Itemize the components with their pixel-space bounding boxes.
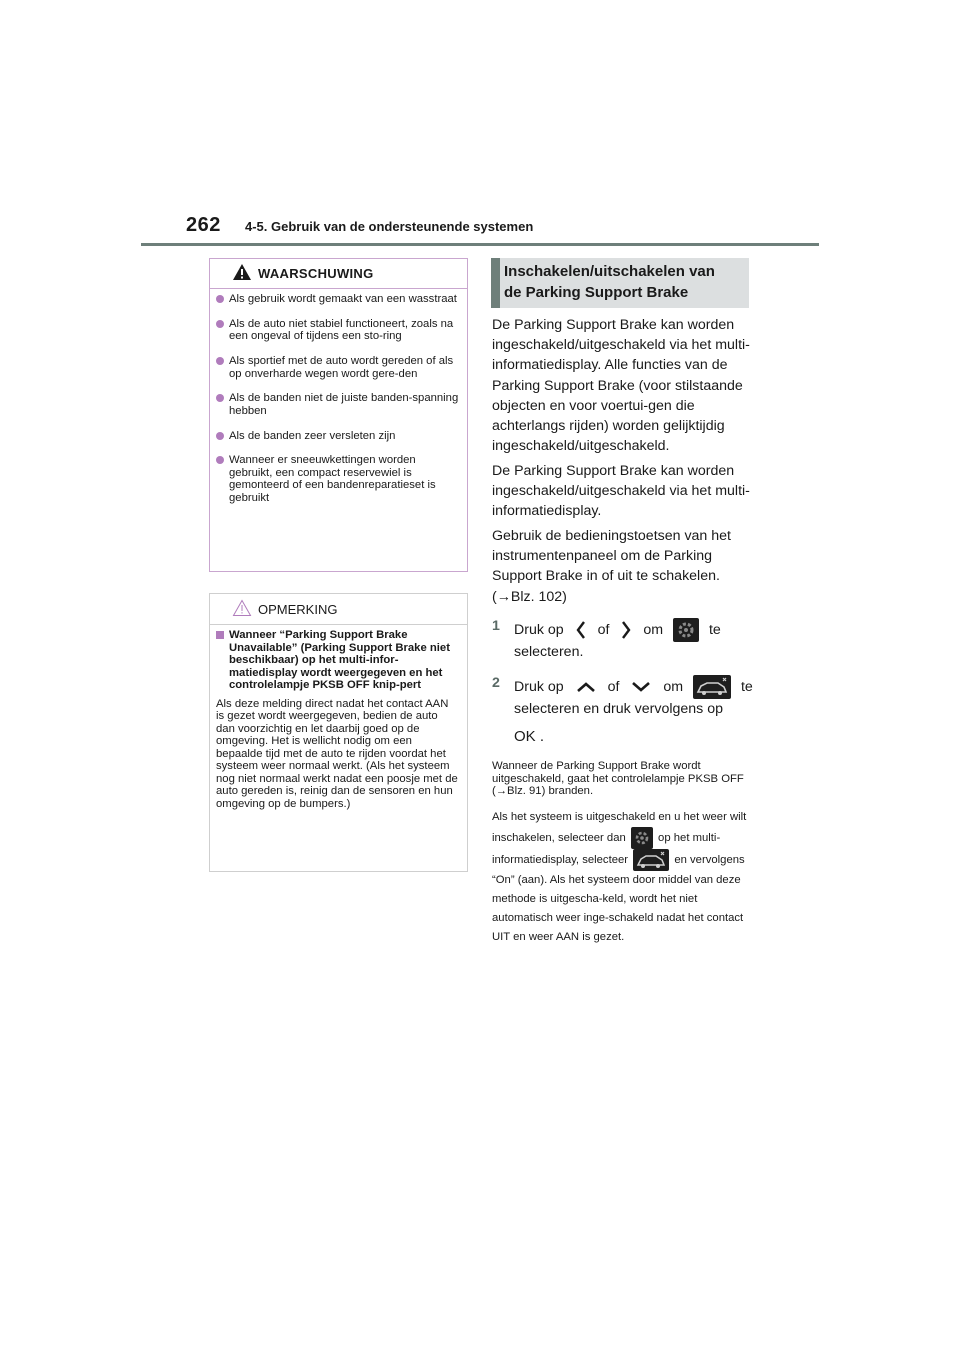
chevron-right-icon — [621, 620, 631, 640]
bullet-icon — [216, 394, 224, 402]
step-text: Druk op — [514, 621, 564, 638]
warning-title: WAARSCHUWING — [258, 266, 374, 281]
note-header — [210, 594, 467, 625]
step-text: te — [740, 678, 753, 695]
section-header-title: 4-5. Gebruik van de ondersteunende systemen — [245, 219, 534, 234]
section-heading — [491, 258, 749, 308]
warning-item: Als de banden niet de juiste banden-spanning hebben — [216, 392, 459, 417]
warning-header — [210, 259, 467, 289]
warning-box — [209, 258, 468, 572]
warning-item: Wanneer er sneeuwkettingen worden gebruikt, een compact reservewiel is gemonteerd of een bandenreparatieset is gebruikt — [216, 454, 459, 504]
note-title: OPMERKING — [258, 602, 338, 617]
warning-item: Als gebruik wordt gemaakt van een wasstraat — [216, 293, 459, 306]
step-text: te — [708, 621, 721, 638]
step-text: of — [607, 678, 620, 695]
paragraph-2: De Parking Support Brake kan worden ingeschakeld/uitgeschakeld via het multi-informatiedisplay. — [492, 463, 750, 520]
step-text: om — [643, 621, 664, 638]
warning-item: Als de banden zeer versleten zijn — [216, 430, 459, 443]
warning-item: Als sportief met de auto wordt gereden of als op onverharde wegen wordt gere-den — [216, 355, 459, 380]
parking-support-car-icon — [633, 849, 669, 871]
step-text: Druk op — [514, 678, 564, 695]
warning-list — [210, 289, 467, 504]
header-rule — [141, 243, 819, 246]
bullet-icon — [216, 357, 224, 365]
section-heading-line2: de Parking Support Brake — [504, 284, 689, 301]
step-2 — [492, 673, 754, 753]
chevron-up-icon — [576, 681, 596, 693]
step-text: selecteren. — [514, 644, 584, 660]
bullet-icon — [216, 432, 224, 440]
settings-gear-icon — [631, 827, 653, 849]
step-1 — [492, 616, 754, 662]
caution-triangle-icon — [232, 599, 252, 617]
square-bullet-icon — [216, 631, 224, 639]
section-heading-line1: Inschakelen/uitschakelen van — [504, 263, 715, 280]
step-number: 2 — [492, 675, 500, 691]
note-box — [209, 593, 468, 872]
paragraph-1: De Parking Support Brake kan worden ingeschakeld/uitgeschakeld via het multi-informatiedisplay. Alle functies van de Parking Support Brake (voor stilstaande objecten en voor voertui-gen die achterlangs rijden) worden gelijktijdig ingeschakeld/uitgeschakeld. — [492, 317, 750, 455]
page-number: 262 — [186, 214, 221, 236]
step-number: 1 — [492, 618, 500, 634]
step-text: of — [597, 621, 610, 638]
settings-gear-icon — [673, 618, 699, 642]
step-text: selecteren en druk vervolgens op — [514, 701, 723, 717]
chevron-left-icon — [576, 620, 586, 640]
paragraph-3: Gebruik de bedieningstoetsen van het instrumentenpaneel om de Parking Support Brake in of uit te schakelen. (→Blz. 102) — [492, 528, 731, 605]
note-small-2: Als het systeem is uitgeschakeld en u het weer wilt inschakelen, selecteer dan op het multi-informatiedisplay, selecteer en vervolgens “On” (aan). Als het systeem door middel van deze methode is uitgescha-keld, wordt het niet automatisch weer inge-schakeld nadat het contact UIT en weer AAN is gezet. — [492, 811, 747, 943]
note-small-1: Wanneer de Parking Support Brake wordt uitgeschakeld, gaat het controlelampje PKSB OFF (→Blz. 91) branden. — [492, 760, 744, 797]
warning-item: Als de auto niet stabiel functioneert, zoals na een ongeval of tijdens een sto-ring — [216, 318, 459, 343]
note-body-text: Als deze melding direct nadat het contact AAN is gezet wordt weergegeven, bedien de auto dan voorzichtig en let daarbij goed op de omgeving. Het is wellicht nodig om een bepaalde tijd met de auto te rijden voordat het systeem weer normaal werkt. (Als het systeem nog niet normaal werkt nadat een poosje met de auto gereden is, reinig dan de sensoren en hun omgeving op de bumpers.) — [216, 697, 458, 810]
ok-button-glyph: OK . — [514, 728, 545, 745]
bullet-icon — [216, 320, 224, 328]
parking-support-car-icon — [693, 675, 731, 699]
chevron-down-icon — [631, 681, 651, 693]
note-heading: Wanneer “Parking Support Brake Unavailable” (Parking Support Brake niet beschikbaar) op het multi-infor-matiedisplay wordt weergegeven en het controlelampje PKSB OFF knip-pert — [216, 629, 459, 692]
bullet-icon — [216, 456, 224, 464]
warning-triangle-icon — [232, 263, 252, 281]
step-text: om — [663, 678, 684, 695]
bullet-icon — [216, 295, 224, 303]
